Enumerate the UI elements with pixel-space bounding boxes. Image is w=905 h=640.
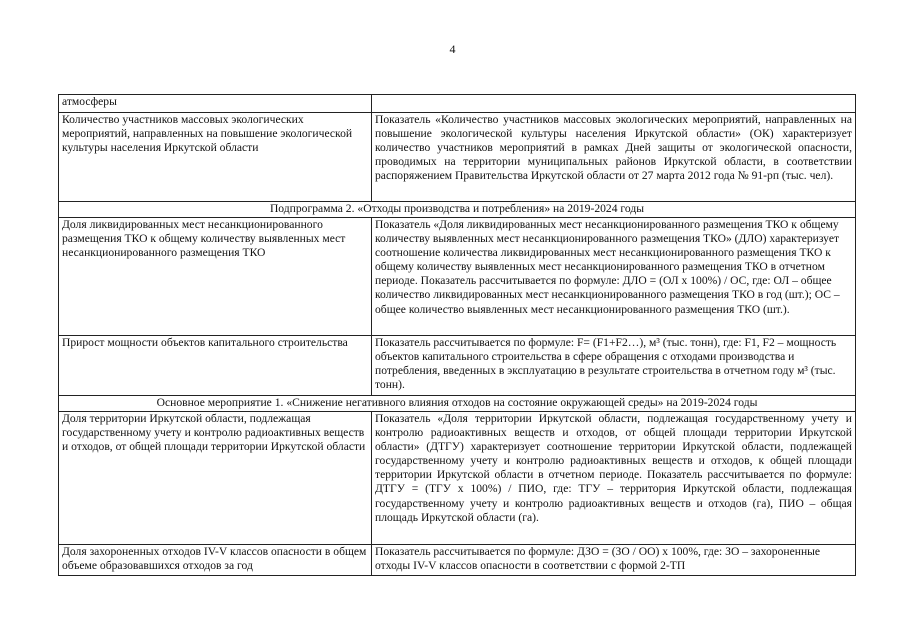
indicator-description-cell: Показатель «Доля территории Иркутской области, подлежащая государственному учету и контролю радиоактивных веществ и отходов, от общей площади территории Иркутской области» (ДТГУ) характеризует соотношение территории Иркутской области, подлежащей государственному учету и контролю радиоактивных веществ и отходов, к общей площади территории Иркутской области в отчетном периоде. Показатель рассчитывается по формуле: ДТГУ = (ТГУ х 100%) / ПИО, где: ТГУ – территория Иркутской области, подлежащая государственному учету и контролю радиоактивных веществ и отходов (га), ПИО – общая площадь Иркутской области (га). (372, 412, 856, 545)
table-row (59, 113, 856, 202)
section-header-row (59, 396, 856, 412)
table-row (59, 95, 856, 113)
indicator-name-cell: Доля захороненных отходов IV-V классов опасности в общем объеме образовавшихся отходов за год (59, 545, 372, 576)
indicator-description-cell: Показатель «Количество участников массовых экологических мероприятий, направленных на повышение экологической культуры населения Иркутской области» (ОК) характеризует количество участников мероприятий в рамках Дней защиты от экологической опасности, проводимых на территории муниципальных районов Иркутской области, в соответствии распоряжением Правительства Иркутской области от 27 марта 2012 года № 91-рп (тыс. чел). (372, 113, 856, 202)
indicator-name-cell: Прирост мощности объектов капитального строительства (59, 336, 372, 396)
indicator-description-cell: Показатель «Доля ликвидированных мест несанкционированного размещения ТКО к общему количеству выявленных мест несанкционированного размещения ТКО» (ДЛО) характеризует соотношение количества ликвидированных мест несанкционированного размещения ТКО к общему количеству выявленных мест несанкционированного размещения ТКО в отчетном периоде. Показатель рассчитывается по формуле: ДЛО = (ОЛ х 100%) / ОС, где: ОЛ – общее количество ликвидированных мест несанкционированного размещения ТКО в год (шт.); ОС – общее количество выявленных мест несанкционированного размещения ТКО (шт.). (372, 218, 856, 336)
table-row (59, 412, 856, 545)
indicator-name-cell: Количество участников массовых экологических мероприятий, направленных на повышение экологической культуры населения Иркутской области (59, 113, 372, 202)
table-row (59, 336, 856, 396)
main-activity-1-header: Основное мероприятие 1. «Снижение негативного влияния отходов на состояние окружающей среды» на 2019-2024 годы (59, 396, 856, 412)
table-row (59, 218, 856, 336)
section-header-row (59, 202, 856, 218)
indicator-name-cell: Доля ликвидированных мест несанкционированного размещения ТКО к общему количеству выявленных мест несанкционированного размещения ТКО (59, 218, 372, 336)
indicator-description-cell: Показатель рассчитывается по формуле: ДЗО = (ЗО / ОО) х 100%, где: ЗО – захороненные отходы IV-V классов опасности в соответствии с формой 2-ТП (372, 545, 856, 576)
indicator-description-cell: Показатель рассчитывается по формуле: F= (F1+F2…), м³ (тыс. тонн), где: F1, F2 – мощность объектов капитального строительства в сфере обращения с отходами производства и потребления, введенных в эксплуатацию в результате строительства в отчетном году м³ (тыс. тонн). (372, 336, 856, 396)
table-row (59, 545, 856, 576)
indicator-description-cell (372, 95, 856, 113)
page-number: 4 (449, 42, 456, 56)
indicator-name-cell: Доля территории Иркутской области, подлежащая государственному учету и контролю радиоактивных веществ и отходов, от общей площади территории Иркутской области (59, 412, 372, 545)
subprogram-2-header: Подпрограмма 2. «Отходы производства и потребления» на 2019-2024 годы (59, 202, 856, 218)
indicator-name-cell: атмосферы (59, 95, 372, 113)
indicators-table (58, 94, 856, 576)
